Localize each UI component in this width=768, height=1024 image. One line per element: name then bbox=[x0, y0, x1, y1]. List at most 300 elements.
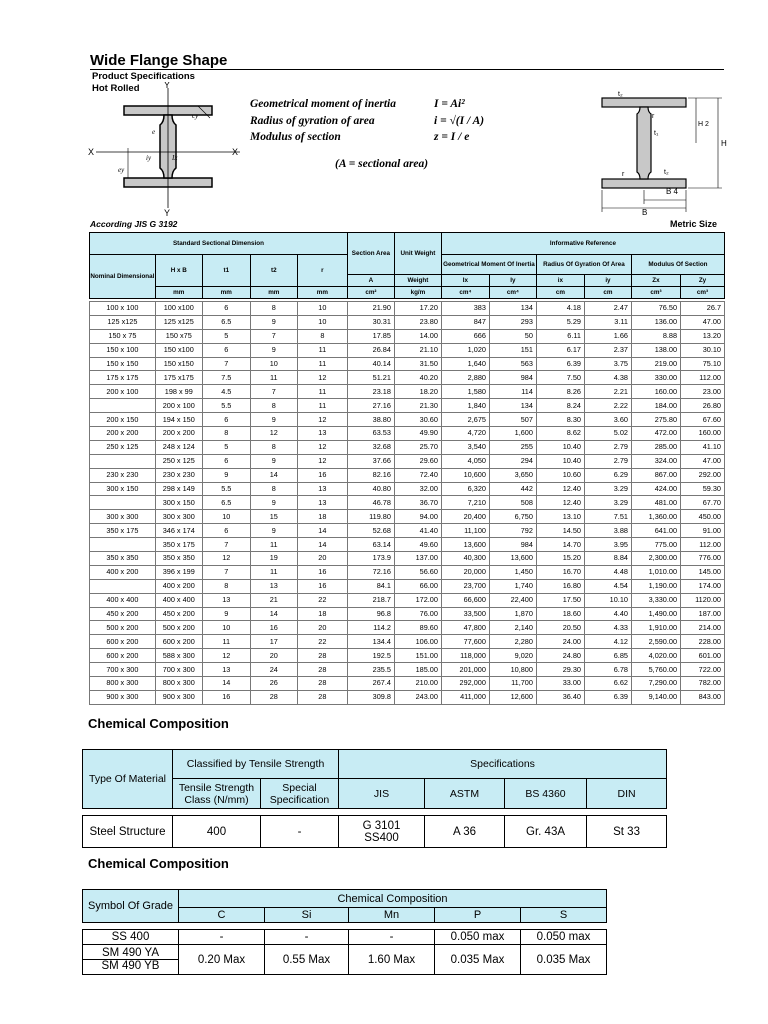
table-cell: 9 bbox=[202, 468, 250, 482]
table-cell: 2.37 bbox=[584, 343, 631, 357]
table-cell: 250 x 125 bbox=[155, 454, 202, 468]
table-cell: 2.47 bbox=[584, 302, 631, 316]
table-cell: 89.60 bbox=[394, 621, 441, 635]
table-cell: 3.95 bbox=[584, 538, 631, 552]
table-cell: 300 x 300 bbox=[90, 510, 156, 524]
table-row bbox=[90, 343, 725, 357]
table-cell: 200 x 200 bbox=[90, 427, 156, 441]
table-cell: 1,190.00 bbox=[631, 579, 680, 593]
table-cell: 218.7 bbox=[347, 593, 394, 607]
table-cell: 400 x 200 bbox=[90, 565, 156, 579]
classified-header: Classified by Tensile Strength bbox=[173, 750, 339, 779]
table-cell: 21.30 bbox=[394, 399, 441, 413]
table-cell: 151.00 bbox=[394, 649, 441, 663]
table-cell: 29.30 bbox=[536, 663, 584, 677]
table-row bbox=[90, 454, 725, 468]
table-cell: 9 bbox=[250, 454, 297, 468]
table-row bbox=[90, 468, 725, 482]
radius-of-gyration-header: Radius Of Gyration Of Area bbox=[536, 255, 631, 275]
table-cell: 7,290.00 bbox=[631, 677, 680, 691]
chemical-composition-title-2: Chemical Composition bbox=[88, 856, 229, 871]
p-header: P bbox=[435, 908, 521, 923]
table-cell: 6 bbox=[202, 302, 250, 316]
table-cell: 383 bbox=[441, 302, 489, 316]
table-cell: 588 x 300 bbox=[155, 649, 202, 663]
table-cell: 11,100 bbox=[441, 524, 489, 538]
din-header: DIN bbox=[587, 779, 667, 809]
informative-reference-header: Informative Reference bbox=[441, 233, 724, 255]
table-cell: 49.60 bbox=[394, 538, 441, 552]
table-cell: 37.66 bbox=[347, 454, 394, 468]
table-cell: 11 bbox=[297, 399, 347, 413]
table-cell: 235.5 bbox=[347, 663, 394, 677]
ey-label: ey bbox=[118, 166, 125, 174]
table-cell: 10 bbox=[250, 357, 297, 371]
table-cell: 12 bbox=[297, 454, 347, 468]
table-cell: 219.00 bbox=[631, 357, 680, 371]
table-cell: 275.80 bbox=[631, 413, 680, 427]
ix-label: Ix bbox=[172, 154, 178, 162]
p-value: 0.035 Max bbox=[435, 945, 521, 975]
weight-header: Weight bbox=[394, 275, 441, 287]
table-cell: 255 bbox=[489, 440, 536, 454]
table-cell: 100 x100 bbox=[155, 302, 202, 316]
area-a-header: A bbox=[347, 275, 394, 287]
table-cell: 9,020 bbox=[489, 649, 536, 663]
table-cell: 47.00 bbox=[681, 454, 725, 468]
formula-row: Geometrical moment of inertia I = Ai² bbox=[250, 98, 465, 110]
table-cell: 28 bbox=[297, 690, 347, 704]
table-cell: 33,500 bbox=[441, 607, 489, 621]
table-cell: 66,600 bbox=[441, 593, 489, 607]
table-cell: 8 bbox=[250, 399, 297, 413]
table-cell: 12 bbox=[250, 427, 297, 441]
table-cell: 7 bbox=[202, 357, 250, 371]
table-cell: 214.00 bbox=[681, 621, 725, 635]
table-row bbox=[90, 565, 725, 579]
table-cell: 346 x 174 bbox=[155, 524, 202, 538]
table-cell: 4.33 bbox=[584, 621, 631, 635]
table-cell: 15 bbox=[250, 510, 297, 524]
table-cell: 125 x125 bbox=[90, 315, 156, 329]
table-cell: 6,750 bbox=[489, 510, 536, 524]
table-cell: 16 bbox=[297, 468, 347, 482]
table-cell: 1120.00 bbox=[681, 593, 725, 607]
iy-header: Iy bbox=[489, 275, 536, 287]
table-cell: 23.00 bbox=[681, 385, 725, 399]
table-cell: 82.16 bbox=[347, 468, 394, 482]
table-cell: 47,800 bbox=[441, 621, 489, 635]
table-cell: 194 x 150 bbox=[155, 413, 202, 427]
table-row bbox=[90, 607, 725, 621]
table-cell: 507 bbox=[489, 413, 536, 427]
table-cell: 77,600 bbox=[441, 635, 489, 649]
table-cell: 21 bbox=[250, 593, 297, 607]
table-cell: 13 bbox=[297, 482, 347, 496]
table-cell: 16.70 bbox=[536, 565, 584, 579]
table-cell: 10 bbox=[297, 302, 347, 316]
table-cell: 175 x175 bbox=[155, 371, 202, 385]
table-cell: 5.29 bbox=[536, 315, 584, 329]
t2-bottom-label: t₂ bbox=[664, 169, 669, 176]
table-cell: 1,840 bbox=[441, 399, 489, 413]
e-label: e bbox=[152, 128, 156, 136]
table-cell: 112.00 bbox=[681, 538, 725, 552]
unit-cell: cm³ bbox=[681, 287, 725, 299]
chemical-composition-table bbox=[82, 889, 607, 975]
moment-of-inertia-header: Geometrical Moment Of Inertia bbox=[441, 255, 536, 275]
si-header: Si bbox=[265, 908, 349, 923]
table-cell: 300 x 150 bbox=[155, 496, 202, 510]
table-row bbox=[90, 579, 725, 593]
table-cell: 72.40 bbox=[394, 468, 441, 482]
table-cell: 26 bbox=[250, 677, 297, 691]
table-cell: 722.00 bbox=[681, 663, 725, 677]
table-cell bbox=[90, 454, 156, 468]
t1-label: t₁ bbox=[654, 130, 659, 137]
table-cell: 76.00 bbox=[394, 607, 441, 621]
si-value: 0.55 Max bbox=[265, 945, 349, 975]
table-cell: 12,600 bbox=[489, 690, 536, 704]
table-cell: 13 bbox=[202, 593, 250, 607]
table-cell: 1,450 bbox=[489, 565, 536, 579]
table-cell: 600 x 200 bbox=[90, 635, 156, 649]
table-cell: 1,020 bbox=[441, 343, 489, 357]
table-cell: 500 x 200 bbox=[90, 621, 156, 635]
table-cell: 24 bbox=[250, 663, 297, 677]
material-specification-table bbox=[82, 749, 667, 848]
table-row bbox=[90, 315, 725, 329]
table-cell: 5 bbox=[202, 329, 250, 343]
mn-header: Mn bbox=[349, 908, 435, 923]
table-cell: 6.17 bbox=[536, 343, 584, 357]
table-cell: 15.20 bbox=[536, 552, 584, 566]
table-row bbox=[90, 413, 725, 427]
table-cell: 210.00 bbox=[394, 677, 441, 691]
table-cell: 59.30 bbox=[681, 482, 725, 496]
table-cell: 500 x 200 bbox=[155, 621, 202, 635]
table-cell: 300 x 150 bbox=[90, 482, 156, 496]
table-cell: 6 bbox=[202, 343, 250, 357]
chemical-composition-header: Chemical Composition bbox=[179, 890, 607, 908]
table-cell: 41.10 bbox=[681, 440, 725, 454]
jis-spec: G 3101 SS400 bbox=[339, 816, 425, 848]
c-header: C bbox=[179, 908, 265, 923]
unit-cell: cm⁴ bbox=[489, 287, 536, 299]
table-row bbox=[90, 621, 725, 635]
table-cell: 800 x 300 bbox=[155, 677, 202, 691]
table-cell: 173.9 bbox=[347, 552, 394, 566]
r-top-label: r bbox=[652, 113, 655, 120]
table-cell: 4.40 bbox=[584, 607, 631, 621]
ix-header: Ix bbox=[441, 275, 489, 287]
table-cell: 3.29 bbox=[584, 482, 631, 496]
table-cell: 776.00 bbox=[681, 552, 725, 566]
table-cell: 20,000 bbox=[441, 565, 489, 579]
table-cell: 6 bbox=[202, 524, 250, 538]
table-cell: 67.60 bbox=[681, 413, 725, 427]
table-cell: 18.60 bbox=[536, 607, 584, 621]
dimension-table-body bbox=[90, 299, 725, 705]
table-cell: 7 bbox=[202, 565, 250, 579]
table-cell: 4,720 bbox=[441, 427, 489, 441]
table-cell: 1,360.00 bbox=[631, 510, 680, 524]
table-cell: 150 x100 bbox=[155, 343, 202, 357]
table-cell: 32.68 bbox=[347, 440, 394, 454]
table-cell: 201,000 bbox=[441, 663, 489, 677]
table-cell: 3,650 bbox=[489, 468, 536, 482]
table-cell: 3,330.00 bbox=[631, 593, 680, 607]
table-cell: 21.10 bbox=[394, 343, 441, 357]
table-cell: 8 bbox=[202, 579, 250, 593]
table-cell: 2.79 bbox=[584, 440, 631, 454]
table-cell: 24.00 bbox=[536, 635, 584, 649]
table-cell: 396 x 199 bbox=[155, 565, 202, 579]
i-beam-dimension-diagram bbox=[592, 88, 732, 216]
table-cell: 31.50 bbox=[394, 357, 441, 371]
nominal-dimensional-header: Nominal Dimensional bbox=[90, 255, 156, 299]
table-cell: 16 bbox=[250, 621, 297, 635]
table-cell: 900 x 300 bbox=[90, 690, 156, 704]
table-cell: 867.00 bbox=[631, 468, 680, 482]
table-cell: 6 bbox=[202, 454, 250, 468]
table-cell: 285.00 bbox=[631, 440, 680, 454]
formula-row: Modulus of section z = I / e bbox=[250, 131, 470, 143]
table-cell: 350 x 350 bbox=[90, 552, 156, 566]
table-cell: 16.80 bbox=[536, 579, 584, 593]
table-cell: 10.40 bbox=[536, 454, 584, 468]
table-cell: 481.00 bbox=[631, 496, 680, 510]
table-cell: 508 bbox=[489, 496, 536, 510]
table-cell: 4.5 bbox=[202, 385, 250, 399]
table-cell: 600 x 200 bbox=[90, 649, 156, 663]
table-cell: 228.00 bbox=[681, 635, 725, 649]
unit-cell: cm³ bbox=[631, 287, 680, 299]
table-cell: 4.12 bbox=[584, 635, 631, 649]
table-cell: 9 bbox=[250, 343, 297, 357]
table-cell: 33.00 bbox=[536, 677, 584, 691]
table-cell: 16 bbox=[297, 565, 347, 579]
table-row bbox=[90, 329, 725, 343]
table-cell: 14 bbox=[202, 677, 250, 691]
table-cell: 118,000 bbox=[441, 649, 489, 663]
table-cell: 350 x 175 bbox=[155, 538, 202, 552]
table-cell: 4.54 bbox=[584, 579, 631, 593]
table-cell: 134 bbox=[489, 302, 536, 316]
table-cell: 14.70 bbox=[536, 538, 584, 552]
table-cell: 174.00 bbox=[681, 579, 725, 593]
table-cell: 187.00 bbox=[681, 607, 725, 621]
zx-header: Zx bbox=[631, 275, 680, 287]
chemical-composition-title-1: Chemical Composition bbox=[88, 716, 229, 731]
table-cell: 200 x 150 bbox=[90, 413, 156, 427]
table-cell: 36.40 bbox=[536, 690, 584, 704]
table-cell: 294 bbox=[489, 454, 536, 468]
table-cell: 47.00 bbox=[681, 315, 725, 329]
table-row bbox=[90, 663, 725, 677]
table-row bbox=[90, 538, 725, 552]
table-cell: 5.02 bbox=[584, 427, 631, 441]
unit-cell: cm bbox=[584, 287, 631, 299]
table-cell: 10,800 bbox=[489, 663, 536, 677]
table-cell: 5.5 bbox=[202, 482, 250, 496]
table-cell: 601.00 bbox=[681, 649, 725, 663]
table-cell: 3.11 bbox=[584, 315, 631, 329]
table-cell: 63.53 bbox=[347, 427, 394, 441]
table-cell: 52.68 bbox=[347, 524, 394, 538]
table-cell: 13,600 bbox=[489, 552, 536, 566]
table-cell: 13 bbox=[202, 663, 250, 677]
table-cell: 22,400 bbox=[489, 593, 536, 607]
ss400-row bbox=[83, 930, 607, 945]
table-cell: 7 bbox=[250, 385, 297, 399]
table-cell: 17.20 bbox=[394, 302, 441, 316]
table-cell: 1,600 bbox=[489, 427, 536, 441]
table-row bbox=[90, 552, 725, 566]
table-row bbox=[90, 357, 725, 371]
table-cell: 7.50 bbox=[536, 371, 584, 385]
table-cell: 1,640 bbox=[441, 357, 489, 371]
table-cell: 7,210 bbox=[441, 496, 489, 510]
table-cell: 6.11 bbox=[536, 329, 584, 343]
table-cell: 400 x 400 bbox=[155, 593, 202, 607]
table-cell: 843.00 bbox=[681, 690, 725, 704]
table-cell: 28 bbox=[297, 677, 347, 691]
table-cell: 8.84 bbox=[584, 552, 631, 566]
table-cell: 424.00 bbox=[631, 482, 680, 496]
table-cell: 150 x 75 bbox=[90, 329, 156, 343]
table-cell: 1,870 bbox=[489, 607, 536, 621]
table-cell: 8.62 bbox=[536, 427, 584, 441]
table-cell: 2.22 bbox=[584, 399, 631, 413]
table-cell: 411,000 bbox=[441, 690, 489, 704]
table-cell: 91.00 bbox=[681, 524, 725, 538]
table-cell: 782.00 bbox=[681, 677, 725, 691]
table-cell: 10.10 bbox=[584, 593, 631, 607]
table-cell: 2,280 bbox=[489, 635, 536, 649]
table-cell: 11 bbox=[297, 343, 347, 357]
table-cell: 27.16 bbox=[347, 399, 394, 413]
section-area-header: Section Area bbox=[347, 233, 394, 275]
table-cell: 800 x 300 bbox=[90, 677, 156, 691]
table-cell: 7 bbox=[202, 538, 250, 552]
table-cell: 350 x 175 bbox=[90, 524, 156, 538]
table-cell: 14 bbox=[297, 538, 347, 552]
table-cell: 75.10 bbox=[681, 357, 725, 371]
table-cell: 4.18 bbox=[536, 302, 584, 316]
table-row bbox=[90, 302, 725, 316]
table-cell: 11,700 bbox=[489, 677, 536, 691]
table-cell: 11 bbox=[202, 635, 250, 649]
table-cell: 7.5 bbox=[202, 371, 250, 385]
table-cell: 2.21 bbox=[584, 385, 631, 399]
table-cell: 292,000 bbox=[441, 677, 489, 691]
table-cell: 16 bbox=[202, 690, 250, 704]
table-cell: 1,490.00 bbox=[631, 607, 680, 621]
table-cell: 23,700 bbox=[441, 579, 489, 593]
table-cell: 50 bbox=[489, 329, 536, 343]
standard-reference: According JIS G 3192 bbox=[90, 219, 178, 229]
r-header: r bbox=[297, 255, 347, 287]
bs-header: BS 4360 bbox=[505, 779, 587, 809]
zy-header: Zy bbox=[681, 275, 725, 287]
metric-size-label: Metric Size bbox=[670, 219, 718, 229]
table-cell: 23.80 bbox=[394, 315, 441, 329]
mn-value: 1.60 Max bbox=[349, 945, 435, 975]
table-cell: 12 bbox=[297, 371, 347, 385]
table-cell: 185.00 bbox=[394, 663, 441, 677]
table-cell: 13.10 bbox=[536, 510, 584, 524]
table-row bbox=[90, 510, 725, 524]
table-cell: 106.00 bbox=[394, 635, 441, 649]
table-cell: 6.39 bbox=[536, 357, 584, 371]
table-cell: 14 bbox=[250, 468, 297, 482]
table-cell: 26.7 bbox=[681, 302, 725, 316]
table-cell: 20 bbox=[297, 552, 347, 566]
table-cell: 150 x 150 bbox=[90, 357, 156, 371]
table-cell: 94.00 bbox=[394, 510, 441, 524]
table-cell: 150 x75 bbox=[155, 329, 202, 343]
table-cell: 6.78 bbox=[584, 663, 631, 677]
table-cell: 3.60 bbox=[584, 413, 631, 427]
formula-list bbox=[250, 96, 484, 146]
table-cell: 324.00 bbox=[631, 454, 680, 468]
table-cell: 6.85 bbox=[584, 649, 631, 663]
b-label: B bbox=[642, 208, 648, 216]
table-cell: 8.26 bbox=[536, 385, 584, 399]
table-cell: 25.70 bbox=[394, 440, 441, 454]
table-cell: 30.10 bbox=[681, 343, 725, 357]
table-row bbox=[90, 427, 725, 441]
table-cell: 8.88 bbox=[631, 329, 680, 343]
table-cell: 450.00 bbox=[681, 510, 725, 524]
table-cell: 700 x 300 bbox=[90, 663, 156, 677]
table-cell: 175 x 175 bbox=[90, 371, 156, 385]
table-cell: 450 x 200 bbox=[90, 607, 156, 621]
x-axis-left-label: X bbox=[88, 147, 95, 157]
table-cell: 150 x 100 bbox=[90, 343, 156, 357]
table-cell: 600 x 200 bbox=[155, 635, 202, 649]
y-axis-bottom-label: Y bbox=[164, 208, 171, 218]
table-cell: 138.00 bbox=[631, 343, 680, 357]
table-cell: 309.8 bbox=[347, 690, 394, 704]
table-row bbox=[90, 524, 725, 538]
table-cell: 16 bbox=[297, 579, 347, 593]
table-cell: 6,320 bbox=[441, 482, 489, 496]
table-cell: 10,600 bbox=[441, 468, 489, 482]
hxb-header: H x B bbox=[155, 255, 202, 287]
material-row bbox=[83, 816, 667, 848]
table-cell: 11 bbox=[297, 385, 347, 399]
table-cell: 2,140 bbox=[489, 621, 536, 635]
table-cell: 13 bbox=[297, 427, 347, 441]
table-cell: 900 x 300 bbox=[155, 690, 202, 704]
table-cell: 4.38 bbox=[584, 371, 631, 385]
table-cell: 20,400 bbox=[441, 510, 489, 524]
table-cell: 5.5 bbox=[202, 399, 250, 413]
table-cell: 30.60 bbox=[394, 413, 441, 427]
table-cell: 7 bbox=[250, 329, 297, 343]
table-cell: 1.66 bbox=[584, 329, 631, 343]
table-cell: 23.18 bbox=[347, 385, 394, 399]
t1-header: t1 bbox=[202, 255, 250, 287]
table-cell: 267.4 bbox=[347, 677, 394, 691]
table-cell: 6.39 bbox=[584, 690, 631, 704]
table-cell: 14 bbox=[250, 607, 297, 621]
table-cell: 5 bbox=[202, 440, 250, 454]
table-cell: 13.20 bbox=[681, 329, 725, 343]
table-cell: 292.00 bbox=[681, 468, 725, 482]
